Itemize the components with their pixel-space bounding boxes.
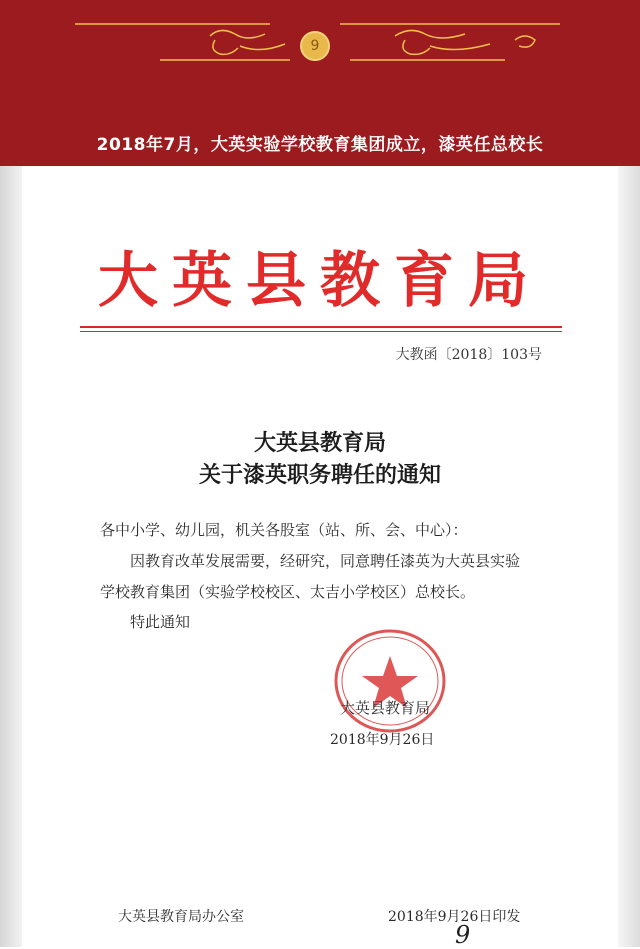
- footer-office: 大英县教育局办公室: [118, 909, 244, 925]
- signature-date: 2018年9月26日: [330, 732, 435, 748]
- closing-line: 特此通知: [130, 613, 191, 631]
- banner-caption: 2018年7月，大英实验学校教育集团成立，漆英任总校长: [96, 135, 544, 155]
- letterhead-rule-thin: [80, 331, 562, 332]
- body-paragraph-line-2: 学校教育集团（实验学校校区、太吉小学校区）总校长。: [100, 583, 476, 601]
- signature-issuer: 大英县教育局: [340, 699, 431, 717]
- addressee-line: 各中小学、幼儿园，机关各股室（站、所、会、中心）：: [100, 521, 468, 539]
- top-banner: [0, 0, 640, 166]
- footer-print-date: 2018年9月26日印发: [388, 909, 521, 925]
- body-paragraph-line-1: 因教育改革发展需要，经研究，同意聘任漆英为大英县实验: [130, 552, 521, 570]
- document-number: 大教函〔2018〕103号: [395, 347, 542, 363]
- document-title-line-2: 关于漆英职务聘任的通知: [198, 462, 441, 488]
- handwritten-page-number: 9: [455, 921, 471, 949]
- document-title-line-1: 大英县教育局: [253, 430, 386, 456]
- official-seal-icon: [330, 626, 450, 736]
- page-number-badge: 9: [300, 31, 330, 61]
- red-letterhead: 大英县教育局: [98, 246, 542, 316]
- letterhead-rule-thick: [80, 326, 562, 328]
